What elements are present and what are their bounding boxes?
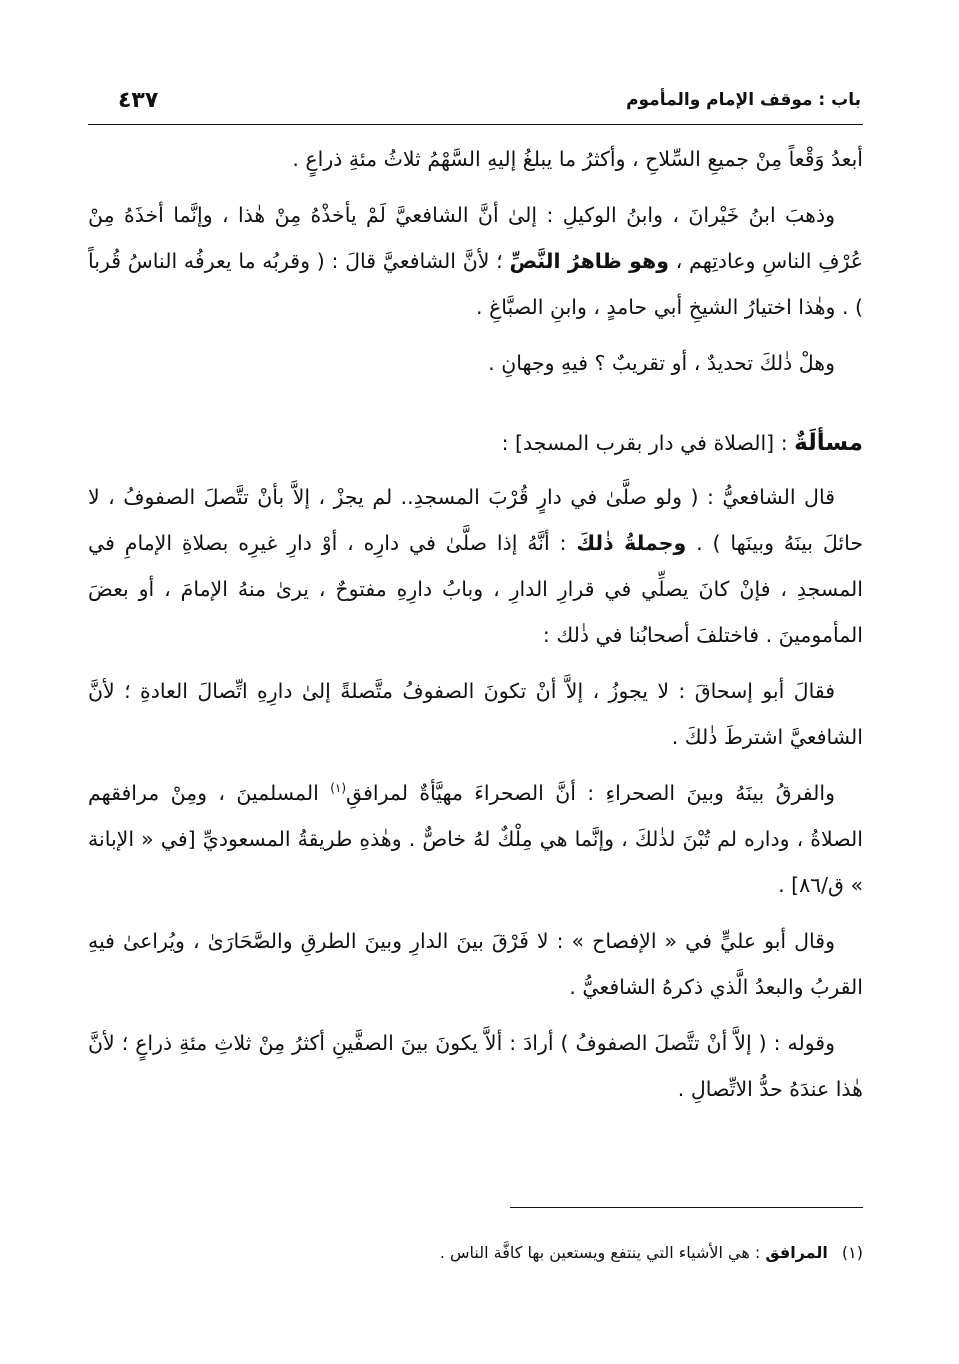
paragraph-text: وهلْ ذٰلكَ تحديدٌ ، أو تقريبٌ ؟ فيهِ وجهانِ . bbox=[488, 351, 835, 375]
footnote bbox=[88, 1240, 863, 1266]
paragraph-text: وذهبَ ابنُ خَيْرانَ ، وابنُ الوكيلِ : إلىٰ أنَّ الشافعيَّ لَمْ يأخذْهُ مِنْ هٰذا ، وإنَّما أخذَهُ مِنْ عُرْفِ الناسِ وعادتِهم ، bbox=[88, 203, 863, 273]
section-colon: : bbox=[774, 431, 795, 455]
header-rule bbox=[88, 124, 863, 125]
bold-phrase: وجملةُ ذٰلكَ bbox=[576, 531, 687, 555]
paragraph bbox=[88, 1020, 863, 1112]
paragraph-text: ؛ لأنَّ الشافعيَّ قالَ : ( وقربُه ما يعرفُه الناسُ قُرباً ) . وهٰذا اختيارُ الشيخِ أبي حامدٍ ، وابنِ الصبَّاغِ . bbox=[88, 249, 863, 319]
page-header bbox=[88, 88, 861, 122]
page-number: ٤٣٧ bbox=[118, 88, 159, 113]
paragraph-text: وقوله : ( إلاَّ أنْ تتَّصلَ الصفوفُ ) أرادَ : ألاَّ يكونَ بينَ الصفَّينِ أكثرُ مِنْ ثلاثِ مئةِ ذراعٍ ؛ لأنَّ هٰذا عندَهُ حدُّ الاتِّصالِ . bbox=[88, 1031, 863, 1101]
footnote-text: : هي الأشياء التي ينتفع ويستعين بها كافَّة الناس . bbox=[439, 1243, 766, 1262]
footnote-term: المرافق bbox=[765, 1243, 828, 1262]
paragraph-text: المسلمينَ ، ومِنْ مرافقهم الصلاةُ ، وداره لم تُبْنَ لذٰلكَ ، وإنَّما هي مِلْكٌ لهُ خاصٌّ . وهٰذهِ طريقةُ المسعوديِّ [في « الإبانة » ق/٨٦] . bbox=[88, 781, 863, 897]
paragraph-text: قال الشافعيُّ : ( ولو صلَّىٰ في دارٍ قُرْبَ المسجدِ.. لم يجزْ ، إلاَّ بأنْ تتَّصلَ الصفوفُ ، لا حائلَ بينَهُ وبينَها ) . bbox=[88, 485, 863, 555]
paragraph bbox=[88, 340, 863, 386]
bold-phrase: وهو ظاهرُ النَّصِّ bbox=[509, 249, 669, 273]
paragraph-text: : أنَّهُ إذا صلَّىٰ في دارِه ، أوْ دارِ غيرِه بصلاةِ الإمامِ في المسجدِ ، فإنْ كانَ يصلِّي في قرارِ الدارِ ، وبابُ دارِهِ مفتوحٌ ، يرىٰ منهُ الإمامَ ، أو بعضَ المأمومينَ . فاختلفَ أصحابُنا في ذٰلك : bbox=[88, 531, 863, 647]
paragraph bbox=[88, 474, 863, 658]
main-text bbox=[88, 136, 863, 1122]
paragraph bbox=[88, 770, 863, 908]
paragraph-continuation bbox=[88, 136, 863, 182]
section-title: [الصلاة في دار بقرب المسجد] : bbox=[501, 431, 775, 455]
footnote-number: (١) bbox=[841, 1243, 863, 1262]
section-heading bbox=[88, 420, 863, 466]
section-label: مسألَةٌ bbox=[794, 430, 863, 456]
paragraph-text: فقالَ أبو إسحاقَ : لا يجوزُ ، إلاَّ أنْ تكونَ الصفوفُ متَّصلةً إلىٰ دارِهِ اتِّصالَ العادةِ ؛ لأنَّ الشافعيَّ اشترطَ ذٰلكَ . bbox=[88, 679, 863, 749]
paragraph-text: أبعدُ وَقْعاً مِنْ جميعِ السِّلاحِ ، وأكثرُ ما يبلغُ إليهِ السَّهْمُ ثلاثُ مئةِ ذراعٍ . bbox=[292, 147, 863, 171]
paragraph-text: والفرقُ بينَهُ وبينَ الصحراءِ : أنَّ الصحراءَ مهيَّأةٌ لمرافقِ bbox=[346, 781, 835, 805]
paragraph bbox=[88, 918, 863, 1010]
paragraph bbox=[88, 192, 863, 330]
footnote-reference[interactable]: (١) bbox=[330, 781, 347, 796]
footnote-rule bbox=[510, 1207, 863, 1208]
paragraph-text: وقال أبو عليٍّ في « الإفصاح » : لا فَرْقَ بينَ الدارِ وبينَ الطرقِ والصَّحَارَىٰ ، ويُراعىٰ فيهِ القربُ والبعدُ الَّذي ذكرهُ الشافعيُّ . bbox=[88, 929, 863, 999]
paragraph bbox=[88, 668, 863, 760]
running-head: باب : موقف الإمام والمأموم bbox=[626, 90, 861, 110]
